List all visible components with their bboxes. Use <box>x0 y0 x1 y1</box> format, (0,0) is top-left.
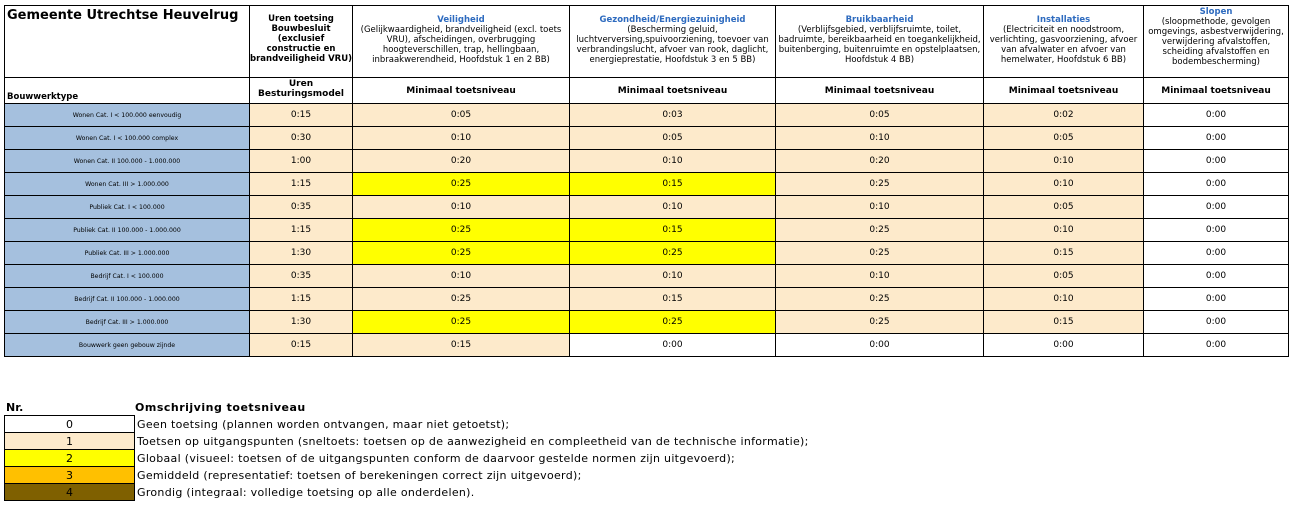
toetsniveau-cell: 0:25 <box>776 288 984 311</box>
toetsniveau-cell: 0:05 <box>984 196 1144 219</box>
toetsniveau-cell: 0:10 <box>776 196 984 219</box>
bouwwerktype-cell: Wonen Cat. II 100.000 - 1.000.000 <box>5 150 250 173</box>
toetsniveau-cell: 0:15 <box>984 242 1144 265</box>
toetsniveau-cell: 0:15 <box>570 173 776 196</box>
legend-row <box>5 467 810 484</box>
toetsniveau-cell: 0:10 <box>984 288 1144 311</box>
toetsniveau-cell: 0:00 <box>1144 265 1289 288</box>
toetsniveau-cell: 0:10 <box>353 127 570 150</box>
toetsniveau-cell: 0:00 <box>1144 242 1289 265</box>
uren-cell: 1:15 <box>250 219 353 242</box>
page-title: Gemeente Utrechtse Heuvelrug <box>5 6 250 78</box>
legend-nr: 3 <box>5 467 135 484</box>
legend-table <box>4 415 810 501</box>
uren-cell: 1:30 <box>250 311 353 334</box>
uren-toetsing-header: Uren toetsing Bouwbesluit (exclusief constructie en brandveiligheid VRU) <box>250 6 353 78</box>
toetsniveau-cell: 0:25 <box>353 242 570 265</box>
toetsniveau-cell: 0:10 <box>570 196 776 219</box>
uren-cell: 0:35 <box>250 265 353 288</box>
legend-nr-header: Nr. <box>6 401 24 414</box>
toetsniveau-cell: 0:10 <box>570 265 776 288</box>
toetsniveau-cell: 0:00 <box>1144 196 1289 219</box>
legend-row <box>5 484 810 501</box>
legend-row <box>5 450 810 467</box>
legend-text: Globaal (visueel: toetsen of de uitgangspunten conform de daarvoor gestelde normen zijn uitgevoerd); <box>137 451 736 465</box>
table-row <box>5 311 1289 334</box>
toetsniveau-cell: 0:25 <box>570 311 776 334</box>
toetsniveau-cell: 0:20 <box>353 150 570 173</box>
uren-cell: 0:15 <box>250 334 353 357</box>
legend-row <box>5 416 810 433</box>
bouwwerktype-cell: Wonen Cat. I < 100.000 eenvoudig <box>5 104 250 127</box>
minimaal-header: Minimaal toetsniveau <box>570 78 776 104</box>
bouwwerktype-cell: Bedrijf Cat. I < 100.000 <box>5 265 250 288</box>
uren-cell: 0:30 <box>250 127 353 150</box>
bouwwerktype-cell: Publiek Cat. III > 1.000.000 <box>5 242 250 265</box>
toetsniveau-cell: 0:25 <box>776 311 984 334</box>
uren-cell: 1:15 <box>250 288 353 311</box>
header-installaties: Installaties (Electriciteit en noodstroom, verlichting, gasvoorziening, afvoer van afvalwater en afvoer van hemelwater, Hoofdstuk 6 BB) <box>984 6 1144 78</box>
bouwwerktype-cell: Wonen Cat. III > 1.000.000 <box>5 173 250 196</box>
table-row <box>5 150 1289 173</box>
toetsniveau-cell: 0:10 <box>984 219 1144 242</box>
legend-nr: 0 <box>5 416 135 433</box>
table-row <box>5 334 1289 357</box>
toetsniveau-cell: 0:05 <box>570 127 776 150</box>
table-row <box>5 288 1289 311</box>
toetsniveau-cell: 0:00 <box>1144 104 1289 127</box>
header-gezondheid: Gezondheid/Energiezuinigheid (Bescherming geluid, luchtverversing,spuivoorziening, toevoer van verbrandingslucht, afvoer van rook, daglicht, energieprestatie, Hoofdstuk 3 en 5 BB) <box>570 6 776 78</box>
table-row <box>5 173 1289 196</box>
toetsniveau-cell: 0:10 <box>984 150 1144 173</box>
toetsniveau-cell: 0:20 <box>776 150 984 173</box>
toetsniveau-cell: 0:10 <box>353 196 570 219</box>
bouwwerktype-cell: Wonen Cat. I < 100.000 complex <box>5 127 250 150</box>
toetsniveau-cell: 0:25 <box>776 173 984 196</box>
legend-text: Gemiddeld (representatief: toetsen of berekeningen correct zijn uitgevoerd); <box>137 468 582 482</box>
toetsniveau-cell: 0:10 <box>776 127 984 150</box>
table-row <box>5 242 1289 265</box>
bouwwerktype-cell: Bedrijf Cat. III > 1.000.000 <box>5 311 250 334</box>
minimaal-header: Minimaal toetsniveau <box>353 78 570 104</box>
toetsniveau-cell: 0:15 <box>984 311 1144 334</box>
toetsniveau-cell: 0:10 <box>353 265 570 288</box>
toetsniveau-cell: 0:03 <box>570 104 776 127</box>
legend-nr: 4 <box>5 484 135 501</box>
uren-cell: 1:30 <box>250 242 353 265</box>
legend-nr: 2 <box>5 450 135 467</box>
header-slopen: Slopen (sloopmethode, gevolgen omgevings, asbestverwijdering, verwijdering afvalstoffen, scheiding afvalstoffen en bodembescherming) <box>1144 6 1289 78</box>
toetsniveau-cell: 0:10 <box>570 150 776 173</box>
toetsniveau-cell: 0:15 <box>570 288 776 311</box>
toetsniveau-cell: 0:05 <box>984 265 1144 288</box>
toetsniveau-cell: 0:15 <box>570 219 776 242</box>
toetsniveau-cell: 0:00 <box>1144 219 1289 242</box>
legend-row <box>5 433 810 450</box>
toetsniveau-cell: 0:02 <box>984 104 1144 127</box>
toetsniveau-cell: 0:00 <box>1144 127 1289 150</box>
minimaal-header: Minimaal toetsniveau <box>1144 78 1289 104</box>
uren-cell: 0:35 <box>250 196 353 219</box>
uren-model-header: Uren Besturingsmodel <box>250 78 353 104</box>
toetsniveau-cell: 0:05 <box>776 104 984 127</box>
legend-text: Grondig (integraal: volledige toetsing op alle onderdelen). <box>137 485 475 499</box>
toetsniveau-cell: 0:10 <box>984 173 1144 196</box>
toetsniveau-cell: 0:25 <box>353 219 570 242</box>
toetsniveau-cell: 0:25 <box>353 288 570 311</box>
toetsniveau-cell: 0:00 <box>776 334 984 357</box>
legend-nr: 1 <box>5 433 135 450</box>
header-veiligheid: Veiligheid (Gelijkwaardigheid, brandveiligheid (excl. toets VRU), afscheidingen, overbrugging hoogteverschillen, trap, hellingbaan, inbraakwerendheid, Hoofdstuk 1 en 2 BB) <box>353 6 570 78</box>
uren-cell: 1:00 <box>250 150 353 173</box>
minimaal-header: Minimaal toetsniveau <box>776 78 984 104</box>
table-row <box>5 104 1289 127</box>
header-bruikbaarheid: Bruikbaarheid (Verblijfsgebied, verblijfsruimte, toilet, badruimte, bereikbaarheid en toegankelijkheid, buitenberging, buitenruimte en opstelplaatsen, Hoofdstuk 4 BB) <box>776 6 984 78</box>
toetsniveau-cell: 0:00 <box>1144 334 1289 357</box>
toetsniveau-cell: 0:25 <box>776 219 984 242</box>
minimaal-header: Minimaal toetsniveau <box>984 78 1144 104</box>
toetsniveau-cell: 0:00 <box>1144 150 1289 173</box>
bouwwerktype-cell: Bouwwerk geen gebouw zijnde <box>5 334 250 357</box>
toetsniveau-cell: 0:15 <box>353 334 570 357</box>
toetsniveau-cell: 0:25 <box>776 242 984 265</box>
bouwwerktype-cell: Bedrijf Cat. II 100.000 - 1.000.000 <box>5 288 250 311</box>
bouwwerktype-cell: Publiek Cat. I < 100.000 <box>5 196 250 219</box>
bouwwerktype-cell: Publiek Cat. II 100.000 - 1.000.000 <box>5 219 250 242</box>
uren-cell: 1:15 <box>250 173 353 196</box>
toetsniveau-cell: 0:10 <box>776 265 984 288</box>
table-row <box>5 127 1289 150</box>
toetsniveau-cell: 0:25 <box>353 311 570 334</box>
toetsniveau-cell: 0:00 <box>984 334 1144 357</box>
toetsniveau-cell: 0:00 <box>1144 311 1289 334</box>
toetsniveau-cell: 0:25 <box>570 242 776 265</box>
table-row <box>5 265 1289 288</box>
legend-text: Toetsen op uitgangspunten (sneltoets: toetsen op de aanwezigheid en compleetheid van de technische informatie); <box>137 434 809 448</box>
toetsniveau-cell: 0:25 <box>353 173 570 196</box>
uren-cell: 0:15 <box>250 104 353 127</box>
toetsniveau-cell: 0:00 <box>1144 288 1289 311</box>
toetsniveau-cell: 0:00 <box>570 334 776 357</box>
legend-title: Omschrijving toetsniveau <box>135 401 306 414</box>
table-row <box>5 219 1289 242</box>
table-row <box>5 196 1289 219</box>
toetsniveau-cell: 0:00 <box>1144 173 1289 196</box>
toetsniveau-cell: 0:05 <box>984 127 1144 150</box>
toetsing-table <box>4 5 1289 357</box>
legend-text: Geen toetsing (plannen worden ontvangen, maar niet getoetst); <box>137 417 510 431</box>
bouwwerktype-header: Bouwwerktype <box>5 78 250 104</box>
toetsniveau-cell: 0:05 <box>353 104 570 127</box>
